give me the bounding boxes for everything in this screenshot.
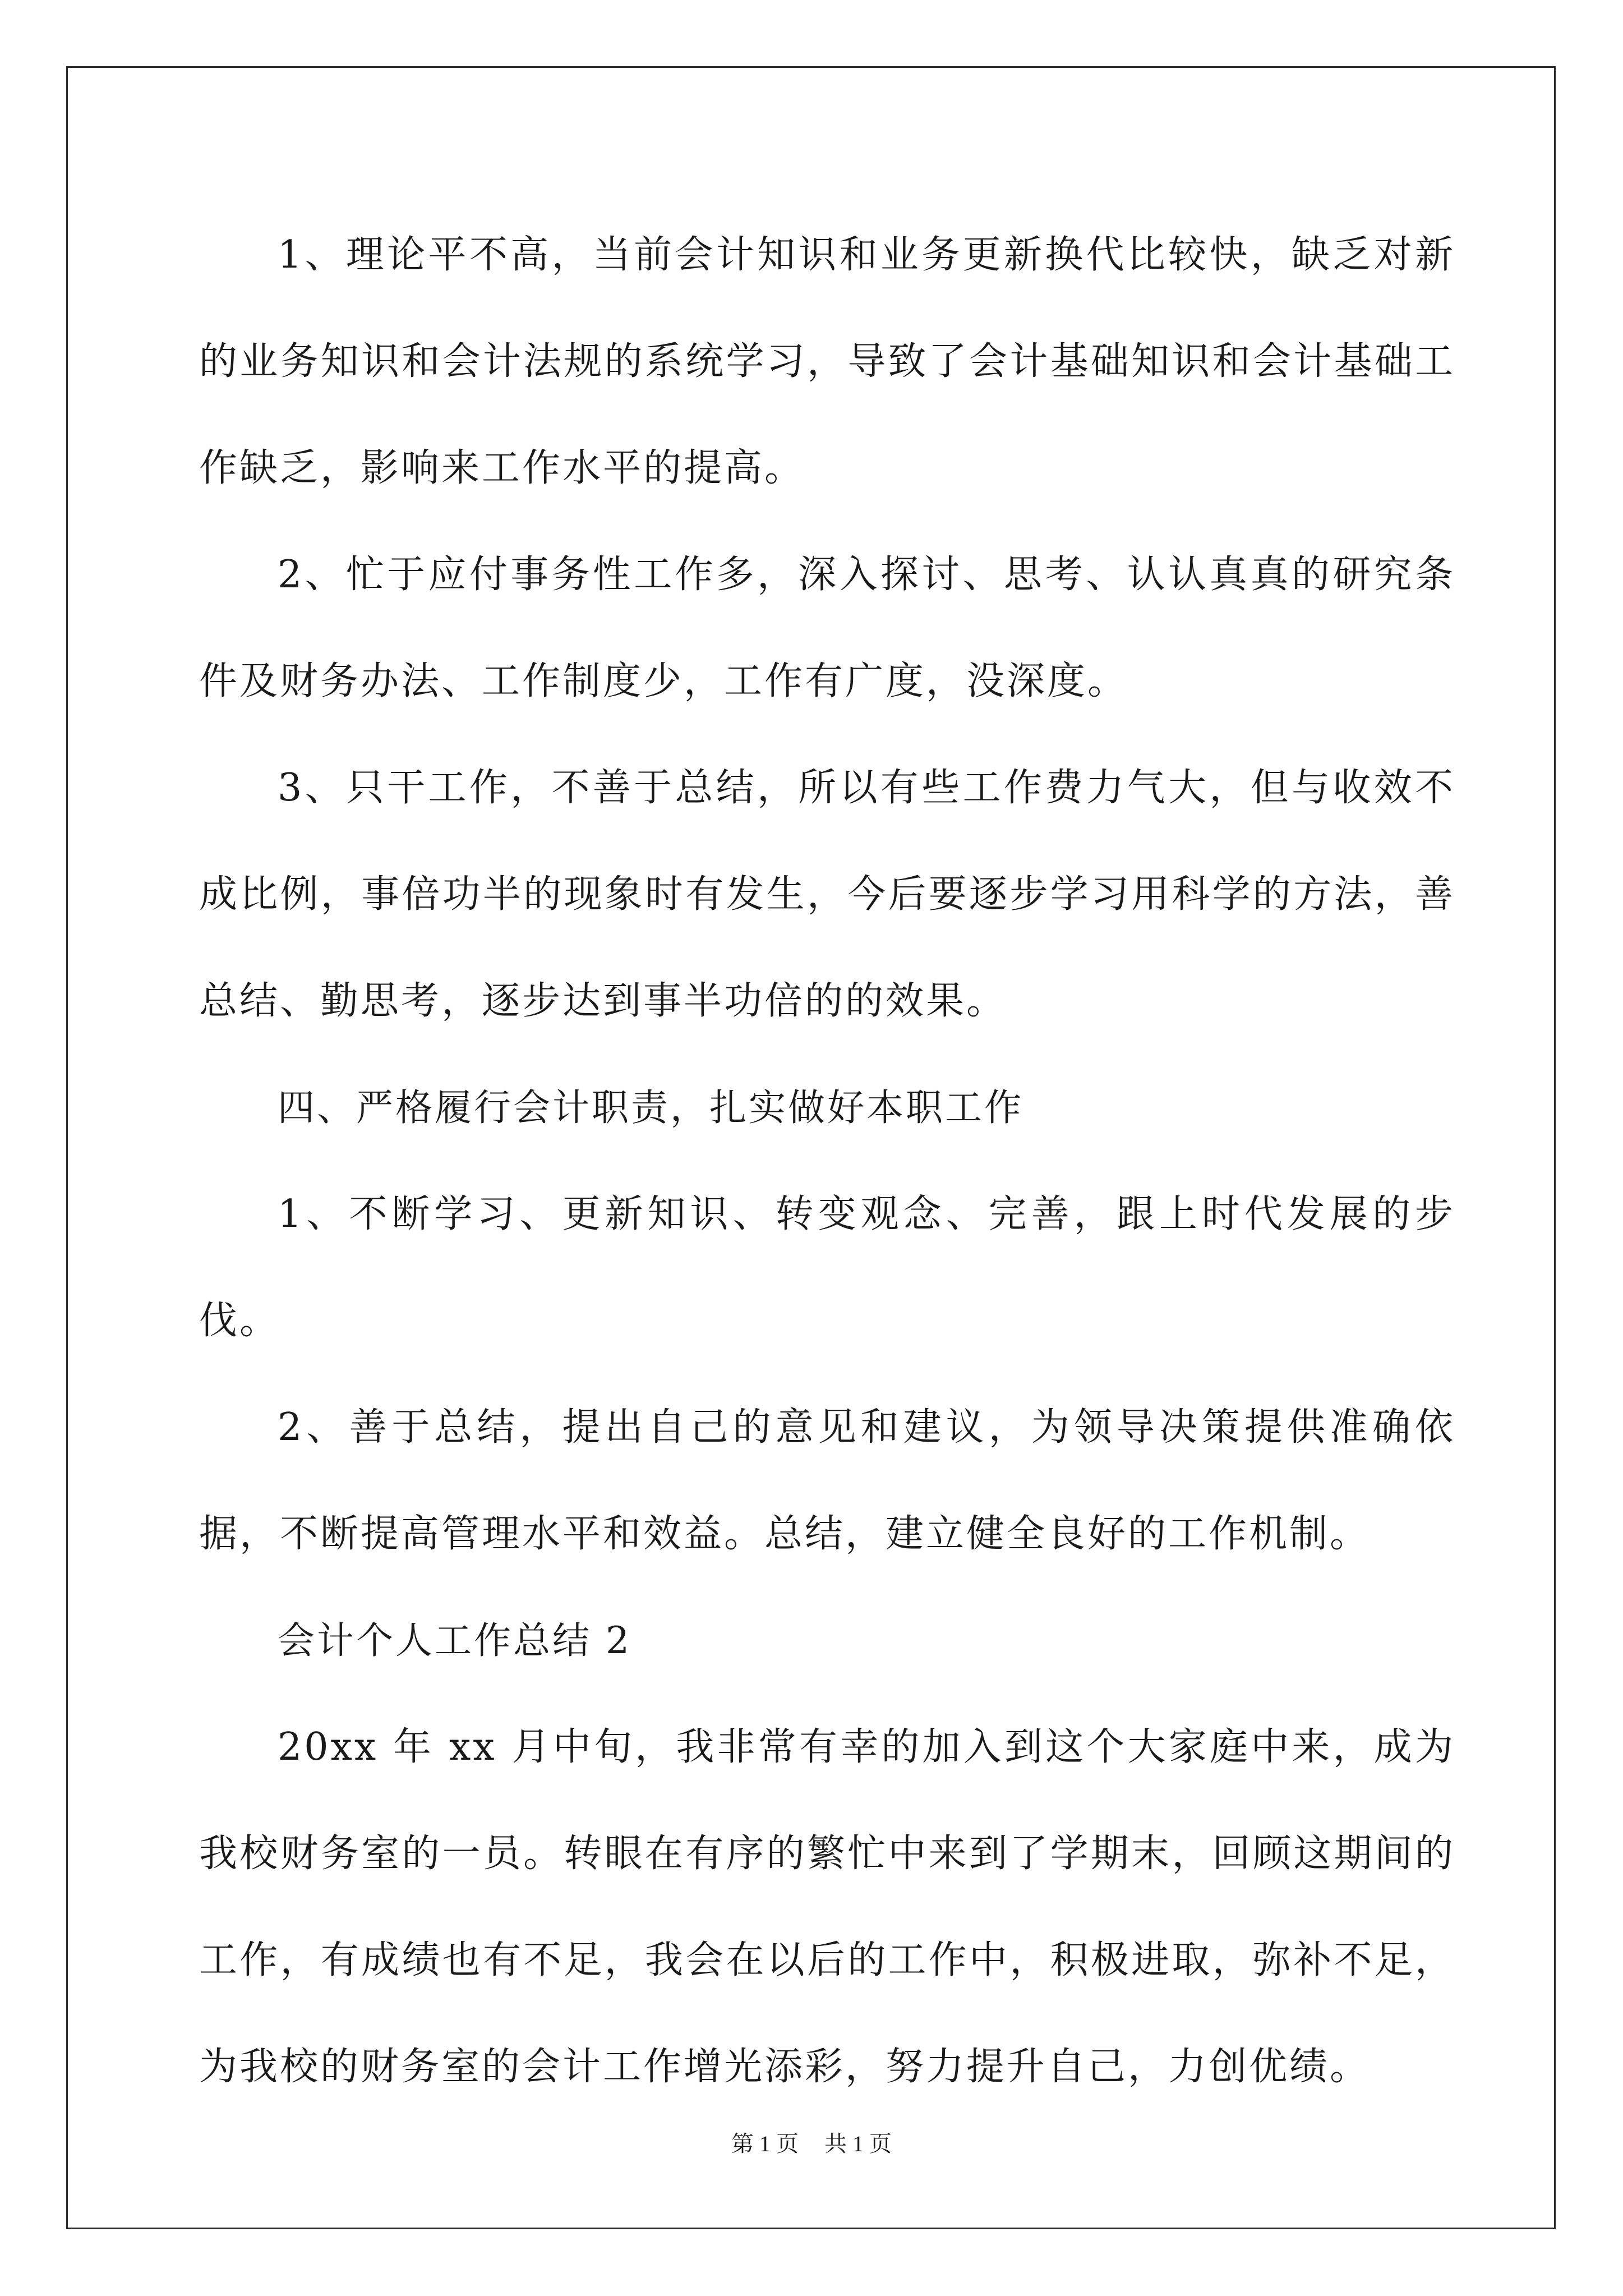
paragraph-point-3-summary: 3、只干工作，不善于总结，所以有些工作费力气大，但与收效不成比例，事倍功半的现象时有发生，今后要逐步学习用科学的方法，善总结、勤思考，逐步达到事半功倍的的效果。 [199, 766, 1455, 1023]
paragraph-item-1-learning: 1、不断学习、更新知识、转变观念、完善，跟上时代发展的步伐。 [199, 1192, 1455, 1343]
document-body [199, 202, 1455, 2120]
page-number-total: 共 1 页 [824, 2131, 892, 2156]
section-heading-4: 四、严格履行会计职责，扎实做好本职工作 [278, 1086, 1023, 1129]
paragraph-intro-summary-2: 20xx 年 xx 月中旬，我非常有幸的加入到这个大家庭中来，成为我校财务室的一员。转眼在有序的繁忙中来到了学期末，回顾这期间的工作，有成绩也有不足，我会在以后的工作中，积极进取，弥补不足，为我校的财务室的会计工作增光添彩，努力提升自己，力创优绩。 [199, 1725, 1455, 2089]
paragraph-point-1-theory: 1、理论平不高，当前会计知识和业务更新换代比较快，缺乏对新的业务知识和会计法规的系统学习，导致了会计基础知识和会计基础工作缺乏，影响来工作水平的提高。 [199, 233, 1455, 490]
section-title-summary-2: 会计个人工作总结 2 [278, 1619, 631, 1662]
page-footer [0, 2126, 1623, 2158]
paragraph-point-2-busy: 2、忙于应付事务性工作多，深入探讨、思考、认认真真的研究条件及财务办法、工作制度少，工作有广度，没深度。 [199, 553, 1455, 703]
page-number-current: 第 1 页 [731, 2131, 799, 2156]
paragraph-item-2-summarize: 2、善于总结，提出自己的意见和建议，为领导决策提供准确依据，不断提高管理水平和效益。总结，建立健全良好的工作机制。 [199, 1405, 1455, 1556]
